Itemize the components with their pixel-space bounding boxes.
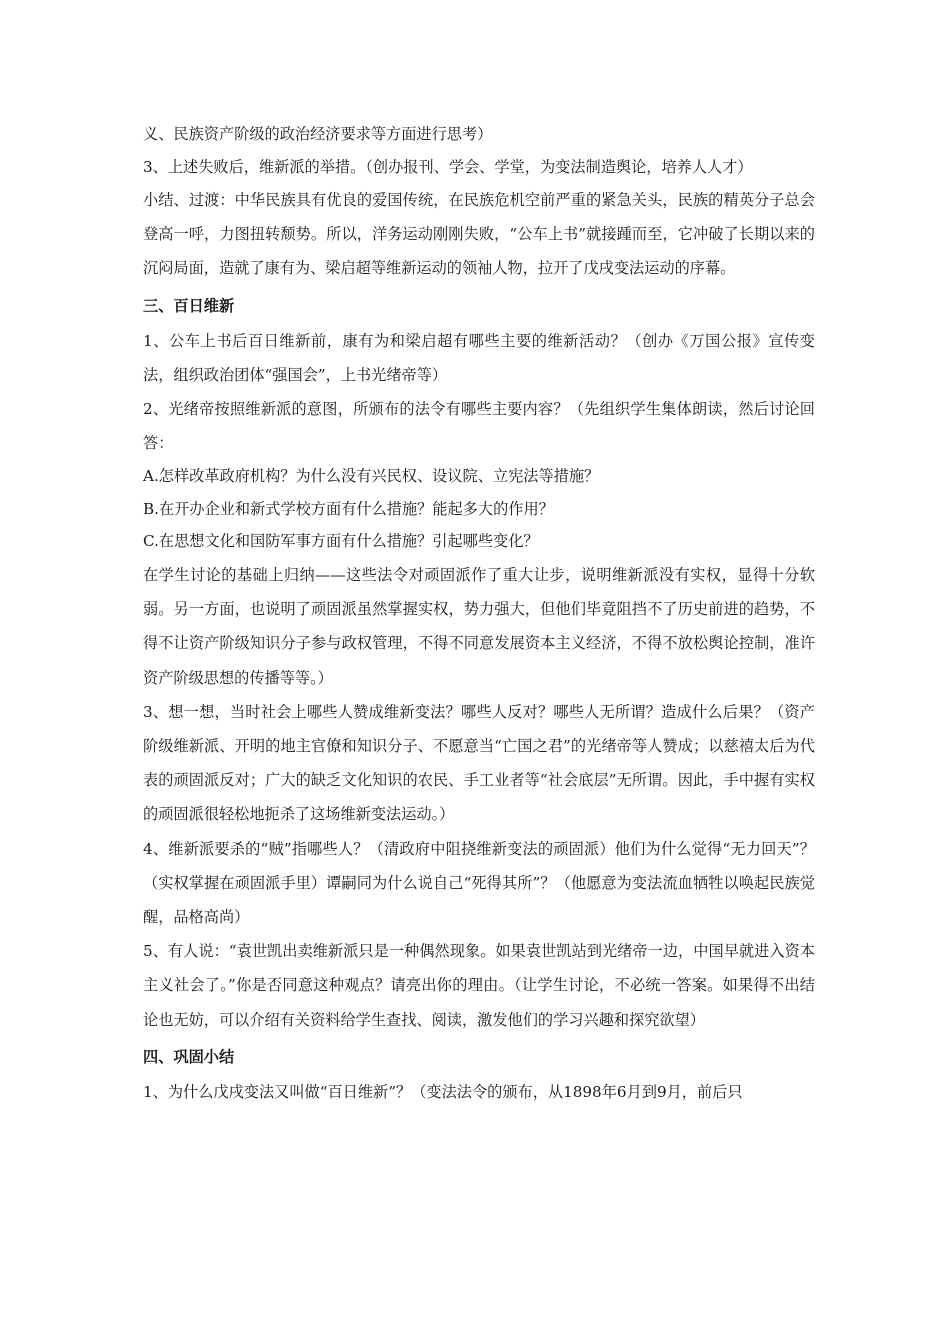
question-1-paragraph: 1、公车上书后百日维新前，康有为和梁启超有哪些主要的维新活动？（创办《万国公报》宣传变法，组织政治团体“强国会”，上书光绪帝等）	[143, 331, 815, 384]
text-line: 义、民族资产阶级的政治经济要求等方面进行思考）	[143, 125, 493, 143]
summary-question-1-paragraph: 1、为什么戊戌变法又叫做“百日维新”？（变法法令的颁布，从1898年6月到9月，前后只	[143, 1082, 743, 1101]
document-page	[143, 118, 815, 1109]
question-2-conclusion-paragraph: 在学生讨论的基础上归纳——这些法令对顽固派作了重大让步，说明维新派没有实权，显得十分软弱。另一方面，也说明了顽固派虽然掌握实权，势力强大，但他们毕竟阻挡不了历史前进的趋势，不得不让资产阶级知识分子参与政权管理，不得不同意发展资本主义经济，不得不放松舆论控制，准许资产阶级思想的传播等等。）	[143, 565, 815, 687]
question-5-paragraph: 5、有人说：“袁世凯出卖维新派只是一种偶然现象。如果袁世凯站到光绪帝一边，中国早就进入资本主义社会了。”你是否同意这种观点？请亮出你的理由。（让学生讨论，不必统一答案。如果得不出结论也无妨，可以介绍有关资料给学生查找、阅读，激发他们的学习兴趣和探究欲望）	[143, 942, 815, 1029]
question-3-paragraph: 3、想一想，当时社会上哪些人赞成维新变法？哪些人反对？哪些人无所谓？造成什么后果？（资产阶级维新派、开明的地主官僚和知识分子、不愿意当“亡国之君”的光绪帝等人赞成；以慈禧太后为代表的顽固派反对；广大的缺乏文化知识的农民、手工业者等“社会底层”无所谓。因此，手中握有实权的顽固派很轻松地扼杀了这场维新变法运动。）	[143, 702, 815, 824]
question-4-paragraph: 4、维新派要杀的“贼”指哪些人？（清政府中阻挠维新变法的顽固派）他们为什么觉得“无力回天”？（实权掌握在顽固派手里）谭嗣同为什么说自己“死得其所”？（他愿意为变法流血牺牲以唤起民族觉醒，品格高尚）	[143, 839, 815, 926]
question-2-item-a: A.怎样改革政府机构？为什么没有兴民权、设议院、立宪法等措施？	[143, 467, 600, 486]
section-heading-consolidation-summary: 四、巩固小结	[143, 1047, 235, 1066]
text-line: 3、上述失败后，维新派的举措。（创办报刊、学会、学堂，为变法制造舆论，培养人人才）	[143, 157, 753, 176]
summary-transition-paragraph: 小结、过渡：中华民族具有优良的爱国传统，在民族危机空前严重的紧急关头，民族的精英分子总会登高一呼，力图扭转颓势。所以，洋务运动刚刚失败，“公车上书”就接踵而至，它冲破了长期以来的沉闷局面，造就了康有为、梁启超等维新运动的领袖人物，拉开了戊戌变法运动的序幕。	[143, 191, 815, 278]
question-2-item-b: B.在开办企业和新式学校方面有什么措施？能起多大的作用？	[143, 499, 554, 518]
question-2-item-c: C.在思想文化和国防军事方面有什么措施？引起哪些变化？	[143, 532, 539, 551]
section-heading-hundred-days-reform: 三、百日维新	[143, 296, 235, 315]
question-2-paragraph: 2、光绪帝按照维新派的意图，所颁布的法令有哪些主要内容？（先组织学生集体朗读，然后讨论回答：	[143, 400, 815, 453]
